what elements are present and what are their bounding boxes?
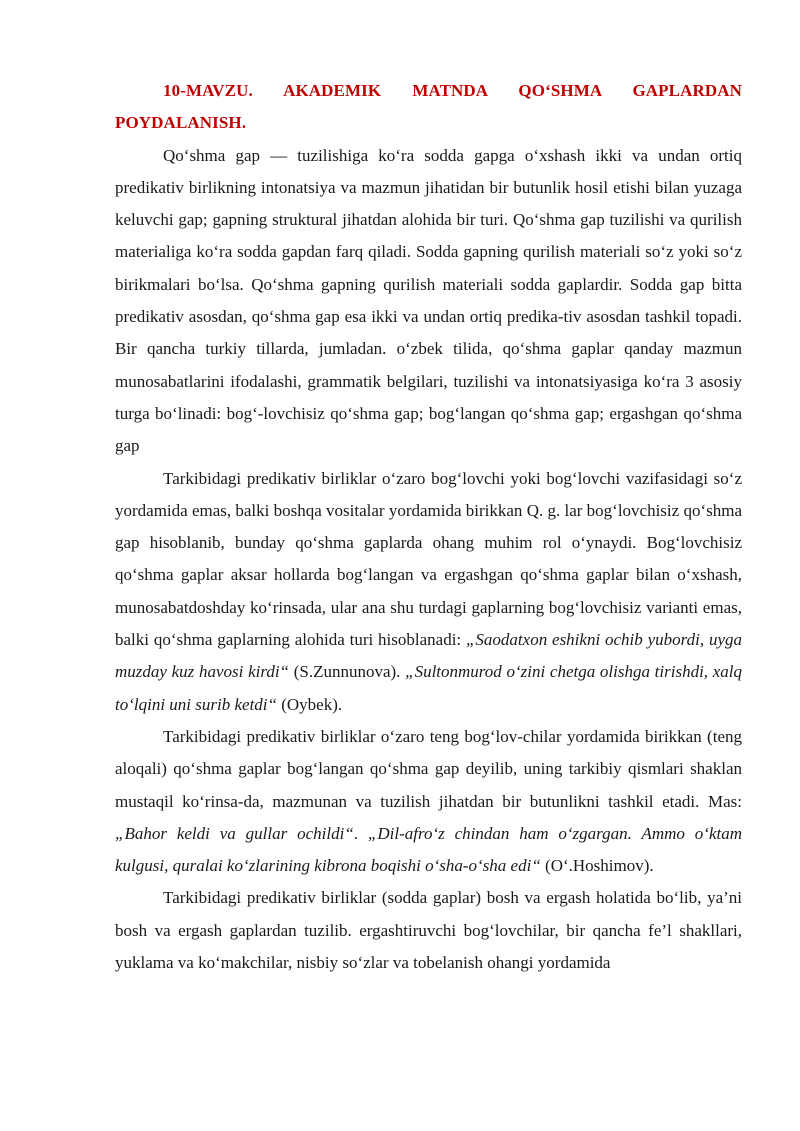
paragraph-asyndetic: [115, 463, 742, 721]
paragraph-compound: [115, 721, 742, 882]
example-quote: „Bahor keldi va gullar ochildi“: [115, 823, 354, 843]
paragraph-complex: Tarkibidagi predikativ birliklar (sodda gaplar) bosh va ergash holatida bo‘lib, ya’ni bosh va ergash gaplardan tuzilib. ergashtiruvchi bog‘lovchilar, bir qancha fe’l shakllari, yuklama va ko‘makchilar, nisbiy so‘zlar va tobelanish ohangi yordamida: [115, 888, 742, 973]
example-quote: „Dil-afro‘z chindan ham o‘zgargan. Ammo o‘ktam kulgusi, quralai ko‘zlarining kibrona boqishi o‘sha-o‘sha edi“: [115, 823, 742, 876]
paragraph-text: Tarkibidagi predikativ birliklar o‘zaro bog‘lovchi yoki bog‘lovchi vazifasidagi so‘z yordamida emas, balki boshqa vositalar yordamida birikkan Q. g. lar bog‘lovchisiz qo‘shma gap hisoblanib, bunday qo‘shma gaplarda ohang muhim rol o‘ynaydi. Bog‘lovchisiz qo‘shma gaplar aksar hollarda bog‘langan va ergashgan qo‘shma gaplar bilan o‘xshash, munosabatdoshday ko‘rinsada, ular ana shu turdagi gaplarning bog‘lovchisiz varianti emas, balki qo‘shma gaplarning alohida turi hisoblanadi:: [115, 468, 742, 650]
example-quote: „Saodatxon eshikni ochib yubordi, uyga muzday kuz havosi kirdi“: [115, 630, 742, 682]
paragraph-text: Tarkibidagi predikativ birliklar o‘zaro teng bog‘lov-chilar yordamida birikkan (teng aloqali) qo‘shma gaplar bog‘langan qo‘shma gap deyilib, uning tarkibiy qismlari shaklan mustaqil ko‘rinsa-da, mazmunan va tuzilish jihatdan bir butunlikni tashkil etadi. Mas:: [115, 726, 742, 811]
example-quote: „Sultonmurod o‘zini chetga olishga tirishdi, xalq to‘lqini uni surib ketdi“: [115, 662, 743, 714]
document-page: [115, 75, 742, 979]
punctuation: .: [353, 823, 368, 843]
citation-source: (O‘.Hoshimov).: [540, 856, 654, 876]
paragraph-definition: Qo‘shma gap — tuzilishiga ko‘ra sodda gapga o‘xshash ikki va undan ortiq predikativ birlikning intonatsiya va mazmun jihatidan bir butunlik hosil etishi bilan yuzaga keluvchi gap; gapning struktural jihatdan alohida bir turi. Qo‘shma gap tuzilishi va qurilish materialiga ko‘ra sodda gapdan farq qiladi. Sodda gapning qurilish materiali so‘z yoki so‘z birikmalari bo‘lsa. Qo‘shma gapning qurilish materiali sodda gaplardir. Sodda gap bitta predikativ asosdan, qo‘shma gap esa ikki va undan ortiq predika-tiv asosdan tashkil topadi. Bir qancha turkiy tillarda, jumladan. o‘zbek tilida, qo‘shma gaplar qanday mazmun munosabatlarini ifodalashi, grammatik belgilari, tuzilishi va intonatsiyasiga ko‘ra 3 asosiy turga bo‘linadi: bog‘-lovchisiz qo‘shma gap; bog‘langan qo‘shma gap; ergashgan qo‘shma gap: [115, 145, 742, 456]
lesson-title: 10-MAVZU. AKADEMIK MATNDA QO‘SHMA GAPLARDAN POYDALANISH.: [115, 81, 742, 133]
citation-source: (Oybek).: [276, 694, 343, 714]
citation-source: (S.Zunnunova).: [289, 662, 406, 682]
